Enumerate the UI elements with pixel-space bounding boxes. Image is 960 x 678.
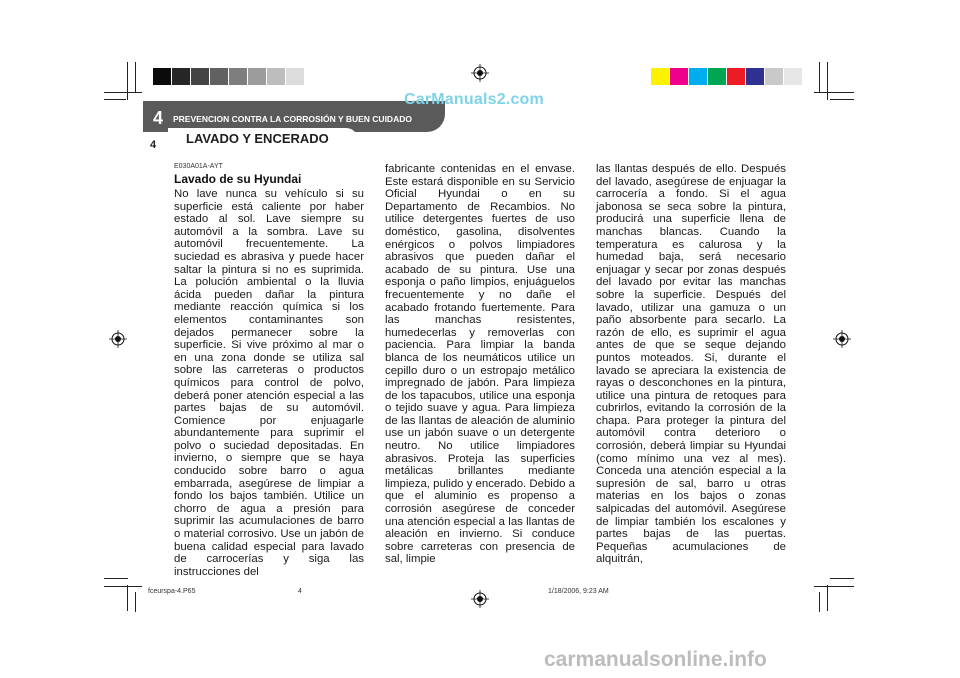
crop-mark xyxy=(127,62,128,100)
crop-mark xyxy=(127,585,128,611)
side-page-number: 4 xyxy=(150,139,157,151)
text-column-2 xyxy=(385,163,575,566)
color-swatch xyxy=(670,68,688,85)
color-swatch xyxy=(172,68,190,85)
color-swatch xyxy=(651,68,669,85)
watermark-bottom[interactable]: carmanualsonline.info xyxy=(544,648,767,671)
crop-mark xyxy=(104,586,142,587)
column-1-text: No lave nunca su vehículo si su superficie está caliente por haber estado al sol. Lave siempre su automóvil a la sombra. Lave su automóvil frecuentemente. La suciedad es abrasiva y puede hacer saltar la pintura si no es suprimida. La polución ambiental o la lluvia ácida pueden dañar la pintura mediante reacción química si los elementos contaminantes son dejados permanecer sobre la superficie. Si vive próximo al mar o en una zona donde se utiliza sal sobre las carreteras o productos químicos para control de polvo, deberá poner atención especial a las partes bajas de su automóvil. Comience por enjuagarle abundantemente para suprimir el polvo o suciedad depositadas. En invierno, o siempre que se haya conducido sobre barro o agua embarrada, asegúrese de limpiar a fondo los bajos también. Utilice un chorro de agua a presión para suprimir las acumulaciones de barro o material corrosivo. Use un jabón de buena calidad especial para lavado de carrocerías y siga las instrucciones del xyxy=(174,188,364,578)
color-swatch xyxy=(248,68,266,85)
footer-file-name: fceurspa-4.P65 xyxy=(148,588,196,595)
color-swatch xyxy=(191,68,209,85)
article-subheading: Lavado de su Hyundai xyxy=(174,172,302,186)
crop-mark xyxy=(135,592,136,612)
registration-mark-icon xyxy=(833,330,851,348)
crop-mark xyxy=(827,62,828,100)
color-swatch xyxy=(727,68,745,85)
color-swatch xyxy=(267,68,285,85)
crop-mark xyxy=(830,99,854,100)
text-column-1 xyxy=(174,188,364,578)
crop-mark xyxy=(135,62,136,92)
crop-mark xyxy=(827,585,828,611)
crop-mark xyxy=(819,62,820,92)
footer-timestamp: 1/18/2006, 9:23 AM xyxy=(548,588,609,595)
article-code: E030A01A-AYT xyxy=(174,163,223,170)
registration-mark-icon xyxy=(471,64,489,82)
chapter-number: 4 xyxy=(153,108,164,128)
registration-mark-icon xyxy=(109,330,127,348)
chapter-title: PREVENCION CONTRA LA CORROSIÓN Y BUEN CUIDADO xyxy=(173,114,412,124)
crop-mark xyxy=(830,578,854,579)
color-swatch xyxy=(784,68,802,85)
crop-mark xyxy=(104,99,126,100)
crop-mark xyxy=(814,586,854,587)
column-2-text: fabricante contenidas en el envase. Este estará disponible en su Servicio Oficial Hyundai o en su Departamento de Recambios. No utilice detergentes fuertes de uso doméstico, gasolina, disolventes enérgicos o polvos limpiadores abrasivos que pueden dañar el acabado de su pintura. Use una esponja o paño limpios, enjuáguelos frecuentemente y no dañe el acabado frotando fuertemente. Para las manchas resistentes, humedecerlas y removerlas con paciencia. Para limpiar la banda blanca de los neumáticos utilice un cepillo duro o un estropajo metálico impregnado de jabón. Para limpieza de los tapacubos, utilice una esponja o tejido suave y agua. Para limpieza de las llantas de aleación de aluminio use un jabón suave o un detergente neutro. No utilice limpiadores abrasivos. Proteja las superficies metálicas brillantes mediante limpieza, pulido y encerado. Debido a que el aluminio es propenso a corrosión asegúrese de conceder una atención especial a las llantas de aleación en invierno. Si conduce sobre carreteras con presencia de sal, limpie xyxy=(385,163,575,566)
crop-mark xyxy=(819,592,820,612)
column-3-text: las llantas después de ello. Después del lavado, asegúrese de enjuagar la carrocería a fondo. Si el agua jabonosa se seca sobre la pintura, producirá una superficie llena de manchas blancas. Cuando la temperatura es calurosa y la humedad baja, será necesario enjuagar y secar por zonas después del lavado por evitar las manchas sobre la superficie. Después del lavado, utilizar una gamuza o un paño absorbente para secarlo. La razón de ello, es suprimir el agua antes de que se seque dejando puntos moteados. Si, durante el lavado se apreciara la existencia de rayas o desconchones en la pintura, utilice una pintura de retoques para cubrirlos, evitando la corrosión de la chapa. Para proteger la pintura del automóvil contra deterioro o corrosión, deberá limpiar su Hyundai (como mínimo una vez al mes). Conceda una atención especial a la supresión de sal, barro u otras materias en los bajos o zonas salpicadas del automóvil. Asegúrese de limpiar también los escalones y partes bajas de las puertas. Pequeñas acumulaciones de alquitrán, xyxy=(596,163,786,566)
color-swatch xyxy=(746,68,764,85)
color-swatch xyxy=(210,68,228,85)
section-title: LAVADO Y ENCERADO xyxy=(186,131,329,146)
color-swatch xyxy=(708,68,726,85)
registration-mark-icon xyxy=(471,590,489,608)
color-swatch xyxy=(765,68,783,85)
crop-mark xyxy=(104,92,142,93)
color-swatch xyxy=(689,68,707,85)
footer-page-number: 4 xyxy=(298,588,302,595)
color-swatch xyxy=(153,68,171,85)
crop-mark xyxy=(104,578,128,579)
watermark-top[interactable]: CarManuals2.com xyxy=(404,91,544,108)
color-swatch xyxy=(286,68,304,85)
text-column-3 xyxy=(596,163,786,566)
color-swatch xyxy=(229,68,247,85)
crop-mark xyxy=(814,92,854,93)
